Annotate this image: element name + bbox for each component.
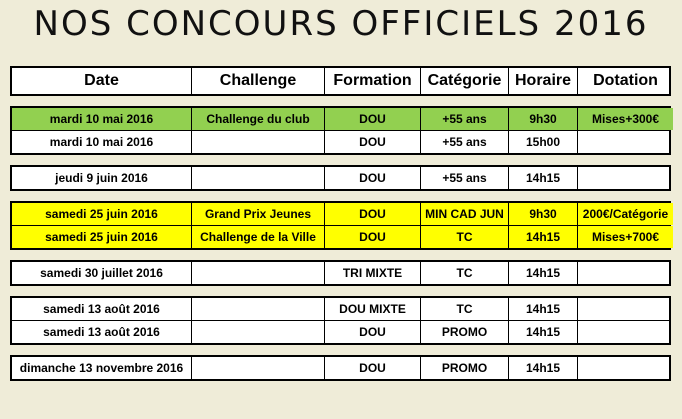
cell-dotation bbox=[578, 131, 673, 153]
row-group bbox=[10, 260, 671, 286]
cell-date: samedi 13 août 2016 bbox=[12, 321, 192, 343]
row-group bbox=[10, 201, 671, 250]
cell-challenge bbox=[192, 262, 325, 284]
cell-formation: DOU bbox=[325, 108, 421, 130]
cell-date: dimanche 13 novembre 2016 bbox=[12, 357, 192, 379]
cell-categorie: TC bbox=[421, 226, 509, 248]
table-row bbox=[10, 130, 671, 155]
cell-challenge bbox=[192, 298, 325, 320]
cell-formation: DOU bbox=[325, 203, 421, 225]
table-row bbox=[10, 320, 671, 345]
cell-categorie: +55 ans bbox=[421, 167, 509, 189]
cell-horaire: 14h15 bbox=[509, 357, 578, 379]
cell-challenge bbox=[192, 357, 325, 379]
cell-formation: DOU bbox=[325, 167, 421, 189]
cell-categorie: TC bbox=[421, 298, 509, 320]
cell-dotation bbox=[578, 321, 673, 343]
table-row bbox=[10, 296, 671, 320]
header-categorie: Catégorie bbox=[421, 68, 509, 94]
row-group bbox=[10, 296, 671, 345]
header-challenge: Challenge bbox=[192, 68, 325, 94]
cell-horaire: 15h00 bbox=[509, 131, 578, 153]
cell-horaire: 9h30 bbox=[509, 108, 578, 130]
cell-date: samedi 25 juin 2016 bbox=[12, 203, 192, 225]
cell-date: jeudi 9 juin 2016 bbox=[12, 167, 192, 189]
row-group bbox=[10, 106, 671, 155]
cell-dotation: Mises+300€ bbox=[578, 108, 673, 130]
header-row bbox=[10, 66, 671, 96]
cell-horaire: 14h15 bbox=[509, 226, 578, 248]
row-group bbox=[10, 165, 671, 191]
cell-dotation bbox=[578, 357, 673, 379]
cell-date: samedi 30 juillet 2016 bbox=[12, 262, 192, 284]
cell-challenge bbox=[192, 131, 325, 153]
cell-challenge: Challenge de la Ville bbox=[192, 226, 325, 248]
cell-horaire: 9h30 bbox=[509, 203, 578, 225]
cell-challenge: Grand Prix Jeunes bbox=[192, 203, 325, 225]
competitions-table bbox=[10, 66, 671, 391]
table-row bbox=[10, 106, 671, 130]
cell-categorie: +55 ans bbox=[421, 108, 509, 130]
table-row bbox=[10, 201, 671, 225]
cell-date: mardi 10 mai 2016 bbox=[12, 131, 192, 153]
cell-date: samedi 13 août 2016 bbox=[12, 298, 192, 320]
header-dotation: Dotation bbox=[593, 72, 658, 89]
cell-dotation bbox=[578, 167, 673, 189]
table-row bbox=[10, 355, 671, 381]
cell-categorie: PROMO bbox=[421, 321, 509, 343]
table-row bbox=[10, 260, 671, 286]
cell-date: samedi 25 juin 2016 bbox=[12, 226, 192, 248]
cell-challenge bbox=[192, 167, 325, 189]
page-title: NOS CONCOURS OFFICIELS 2016 bbox=[33, 4, 649, 44]
cell-dotation bbox=[578, 298, 673, 320]
cell-formation: DOU MIXTE bbox=[325, 298, 421, 320]
cell-date: mardi 10 mai 2016 bbox=[12, 108, 192, 130]
table-row bbox=[10, 165, 671, 191]
header-horaire: Horaire bbox=[509, 68, 578, 94]
row-group bbox=[10, 355, 671, 381]
cell-categorie: TC bbox=[421, 262, 509, 284]
cell-dotation: Mises+700€ bbox=[578, 226, 673, 248]
cell-horaire: 14h15 bbox=[509, 321, 578, 343]
cell-challenge bbox=[192, 321, 325, 343]
cell-dotation: 200€/Catégorie bbox=[578, 203, 673, 225]
cell-challenge: Challenge du club bbox=[192, 108, 325, 130]
cell-categorie: PROMO bbox=[421, 357, 509, 379]
cell-formation: DOU bbox=[325, 321, 421, 343]
cell-categorie: +55 ans bbox=[421, 131, 509, 153]
cell-formation: TRI MIXTE bbox=[325, 262, 421, 284]
header-formation: Formation bbox=[325, 68, 421, 94]
cell-horaire: 14h15 bbox=[509, 298, 578, 320]
header-group bbox=[10, 66, 671, 96]
cell-categorie: MIN CAD JUN bbox=[421, 203, 509, 225]
cell-dotation bbox=[578, 262, 673, 284]
cell-horaire: 14h15 bbox=[509, 167, 578, 189]
header-date: Date bbox=[12, 68, 192, 94]
cell-formation: DOU bbox=[325, 131, 421, 153]
cell-formation: DOU bbox=[325, 357, 421, 379]
cell-formation: DOU bbox=[325, 226, 421, 248]
cell-horaire: 14h15 bbox=[509, 262, 578, 284]
table-row bbox=[10, 225, 671, 250]
